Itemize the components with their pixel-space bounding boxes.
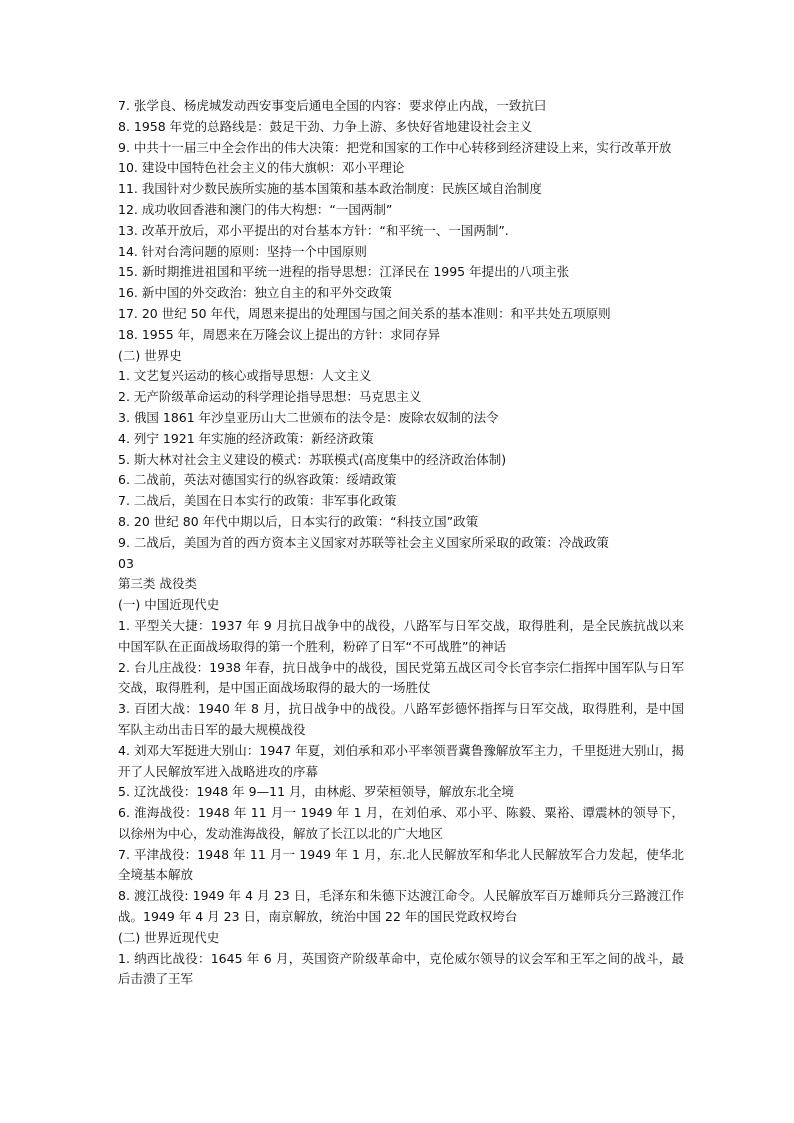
- list-item: 2. 无产阶级革命运动的科学理论指导思想：马克思主义: [118, 389, 422, 405]
- list-item: 16. 新中国的外交政治：独立自主的和平外交政策: [118, 285, 392, 301]
- list-item: 14. 针对台湾问题的原则：坚持一个中国原则: [118, 243, 367, 259]
- list-item: 9. 中共十一届三中全会作出的伟大决策：把党和国家的工作中心转移到经济建设上来，实行改革开放: [118, 139, 672, 155]
- list-item: 5. 斯大林对社会主义建设的模式：苏联模式(高度集中的经济政治体制): [118, 451, 507, 467]
- document-page: [118, 96, 684, 990]
- list-item: 12. 成功收回香港和澳门的伟大构想：“一国两制”: [118, 201, 393, 217]
- category-heading: 第三类 战役类: [118, 576, 197, 592]
- list-item: 2. 台儿庄战役：1938 年春，抗日战争中的战役，国民党第五战区司令长官李宗仁指挥中国军队与日军交战，取得胜利，是中国正面战场取得的最大的一场胜仗: [118, 659, 684, 696]
- list-item: 17. 20 世纪 50 年代，周恩来提出的处理国与国之间关系的基本准则：和平共处五项原则: [118, 305, 611, 321]
- list-item: 7. 平津战役：1948 年 11 月一 1949 年 1 月，东.北人民解放军和华北人民解放军合力发起，使华北全境基本解放: [118, 846, 684, 883]
- section-number: 03: [118, 555, 134, 571]
- list-item: 9. 二战后，美国为首的西方资本主义国家对苏联等社会主义国家所采取的政策：冷战政策: [118, 534, 609, 550]
- list-item: 4. 列宁 1921 年实施的经济政策：新经济政策: [118, 430, 374, 446]
- section-heading: (一) 中国近现代史: [118, 597, 220, 613]
- list-item: 18. 1955 年，周恩来在万隆会议上提出的方针：求同存异: [118, 326, 441, 342]
- list-item: 11. 我国针对少数民族所实施的基本国策和基本政治制度：民族区域自治制度: [118, 181, 542, 197]
- list-item: 10. 建设中国特色社会主义的伟大旗帜：邓小平理论: [118, 160, 405, 176]
- list-item: 8. 1958 年党的总路线是：鼓足干劲、力争上游、多快好省地建设社会主义: [118, 118, 533, 134]
- list-item: 8. 渡江战役: 1949 年 4 月 23 日，毛泽东和朱德下达渡江命令。人民解放军百万雄师兵分三路渡江作战。1949 年 4 月 23 日，南京解放，统治中国 22 年的国民党政权垮台: [118, 888, 684, 925]
- list-item: 15. 新时期推进祖国和平统一进程的指导思想：江泽民在 1995 年提出的八项主张: [118, 264, 570, 280]
- list-item: 5. 辽沈战役：1948 年 9—11 月，由林彪、罗荣桓领导，解放东北全境: [118, 784, 514, 800]
- list-item: 3. 俄国 1861 年沙皇亚历山大二世颁布的法令是：废除农奴制的法令: [118, 409, 499, 425]
- section-heading: (二) 世界近现代史: [118, 929, 220, 945]
- list-item: 1. 纳西比战役：1645 年 6 月，英国资产阶级革命中，克伦威尔领导的议会军和王军之间的战斗，最后击溃了王军: [118, 950, 684, 987]
- section-heading: (二) 世界史: [118, 347, 182, 363]
- list-item: 3. 百团大战：1940 年 8 月，抗日战争中的战役。八路军彭德怀指挥与日军交战，取得胜利，是中国军队主动出击日军的最大规模战役: [118, 701, 684, 737]
- list-item: 8. 20 世纪 80 年代中期以后，日本实行的政策：“科技立国”政策: [118, 513, 479, 529]
- list-item: 1. 文艺复兴运动的核心或指导思想：人文主义: [118, 368, 372, 384]
- list-item: 13. 改革开放后，邓小平提出的对台基本方针：“和平统一、一国两制”.: [118, 222, 509, 238]
- list-item: 1. 平型关大捷：1937 年 9 月抗日战争中的战役，八路军与日军交战，取得胜利，是全民族抗战以来中国军队在正面战场取得的第一个胜利，粉碎了日军“不可战胜”的神话: [118, 617, 684, 654]
- list-item: 6. 淮海战役：1948 年 11 月一 1949 年 1 月，在刘伯承、邓小平、陈毅、粟裕、谭震林的领导下，以徐州为中心，发动淮海战役，解放了长江以北的广大地区: [118, 805, 684, 841]
- list-item: 7. 张学良、杨虎城发动西安事变后通电全国的内容：要求停止内战，一致抗曰: [118, 98, 547, 113]
- list-item: 6. 二战前，英法对德国实行的纵容政策：绥靖政策: [118, 472, 397, 488]
- list-item: 4. 刘邓大军挺进大别山：1947 年夏，刘伯承和邓小平率领晋冀鲁豫解放军主力，千里挺进大别山，揭开了人民解放军进入战略进攻的序幕: [118, 742, 684, 779]
- list-item: 7. 二战后，美国在日本实行的政策：非军事化政策: [118, 493, 397, 509]
